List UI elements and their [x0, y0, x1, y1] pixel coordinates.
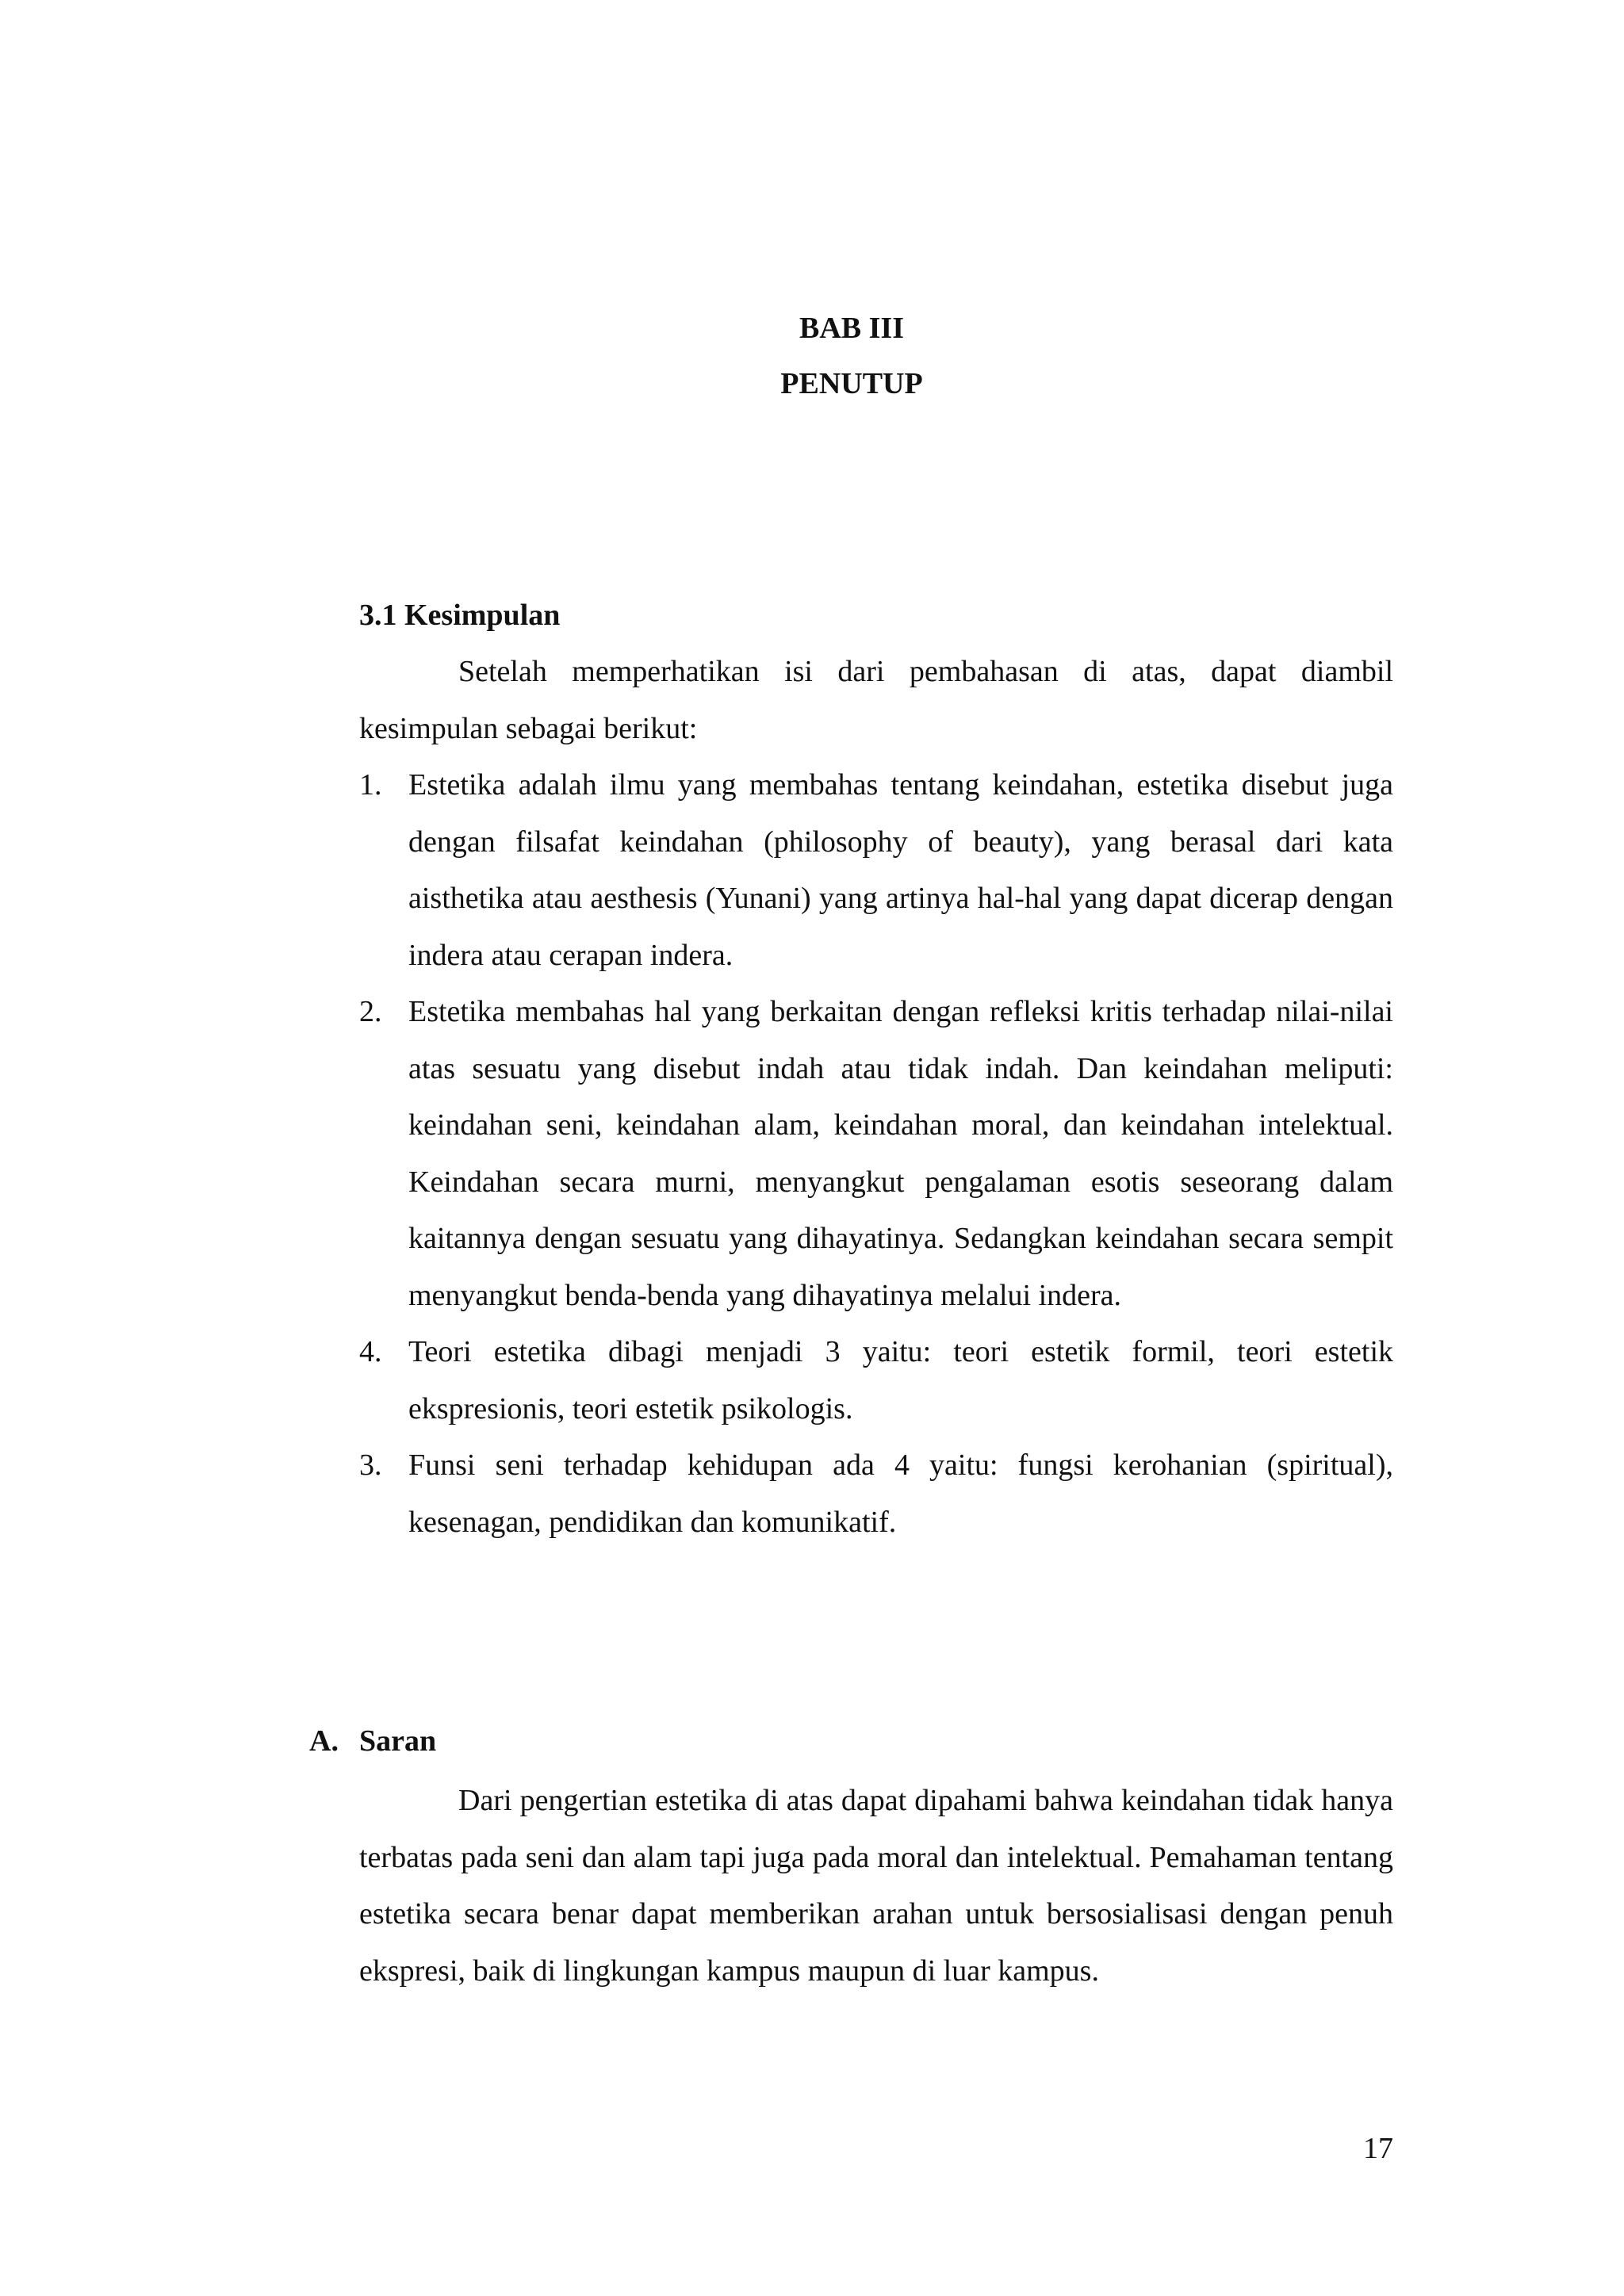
chapter-title: PENUTUP — [780, 367, 923, 400]
saran-text: Dari pengertian estetika di atas dapat dipahami bahwa keindahan tidak hanya terbatas pada seni dan alam tapi juga pada moral dan intelektual. Pemahaman tentang estetika secara benar dapat memberikan arahan untuk bersosialisasi dengan penuh ekspresi, baik di lingkungan kampus maupun di luar kampus. — [359, 1784, 1393, 1988]
list-item-number: 1. — [359, 768, 382, 802]
list-item-text: Funsi seni terhadap kehidupan ada 4 yaitu: fungsi kerohanian (spiritual), kesenagan, pendidikan dan komunikatif. — [408, 1448, 1393, 1539]
list-item-number: 2. — [359, 995, 382, 1028]
list-item — [359, 1324, 1393, 1437]
kesimpulan-heading: 3.1 Kesimpulan — [359, 599, 561, 632]
saran-title: Saran — [359, 1724, 437, 1758]
kesimpulan-intro: Setelah memperhatikan isi dari pembahasan di atas, dapat diambil kesimpulan sebagai berikut: — [359, 655, 1393, 745]
kesimpulan-section — [359, 596, 1393, 1551]
saran-heading — [309, 1722, 436, 1760]
list-item-number: 4. — [359, 1335, 382, 1368]
chapter-number: BAB III — [799, 312, 904, 345]
saran-section — [359, 1773, 1393, 1999]
list-item-text: Teori estetika dibagi menjadi 3 yaitu: teori estetik formil, teori estetik ekspresionis, teori estetik psikologis. — [408, 1335, 1393, 1425]
kesimpulan-list — [359, 757, 1393, 1551]
list-item — [359, 984, 1393, 1324]
saran-letter: A. — [309, 1724, 339, 1758]
list-item-text: Estetika membahas hal yang berkaitan dengan refleksi kritis terhadap nilai-nilai atas sesuatu yang disebut indah atau tidak indah. Dan keindahan meliputi: keindahan seni, keindahan alam, keindahan moral, dan keindahan intelektual. Keindahan secara murni, menyangkut pengalaman esotis seseorang dalam kaitannya dengan sesuatu yang dihayatinya. Sedangkan keindahan secara sempit menyangkut benda-benda yang dihayatinya melalui indera. — [408, 995, 1393, 1312]
list-item-number: 3. — [359, 1448, 382, 1482]
list-item — [359, 1437, 1393, 1551]
page-number: 17 — [1363, 2132, 1393, 2165]
list-item-text: Estetika adalah ilmu yang membahas tentang keindahan, estetika disebut juga dengan filsafat keindahan (philosophy of beauty), yang berasal dari kata aisthetika atau aesthesis (Yunani) yang artinya hal-hal yang dapat dicerap dengan indera atau cerapan indera. — [408, 768, 1393, 972]
list-item — [359, 757, 1393, 984]
